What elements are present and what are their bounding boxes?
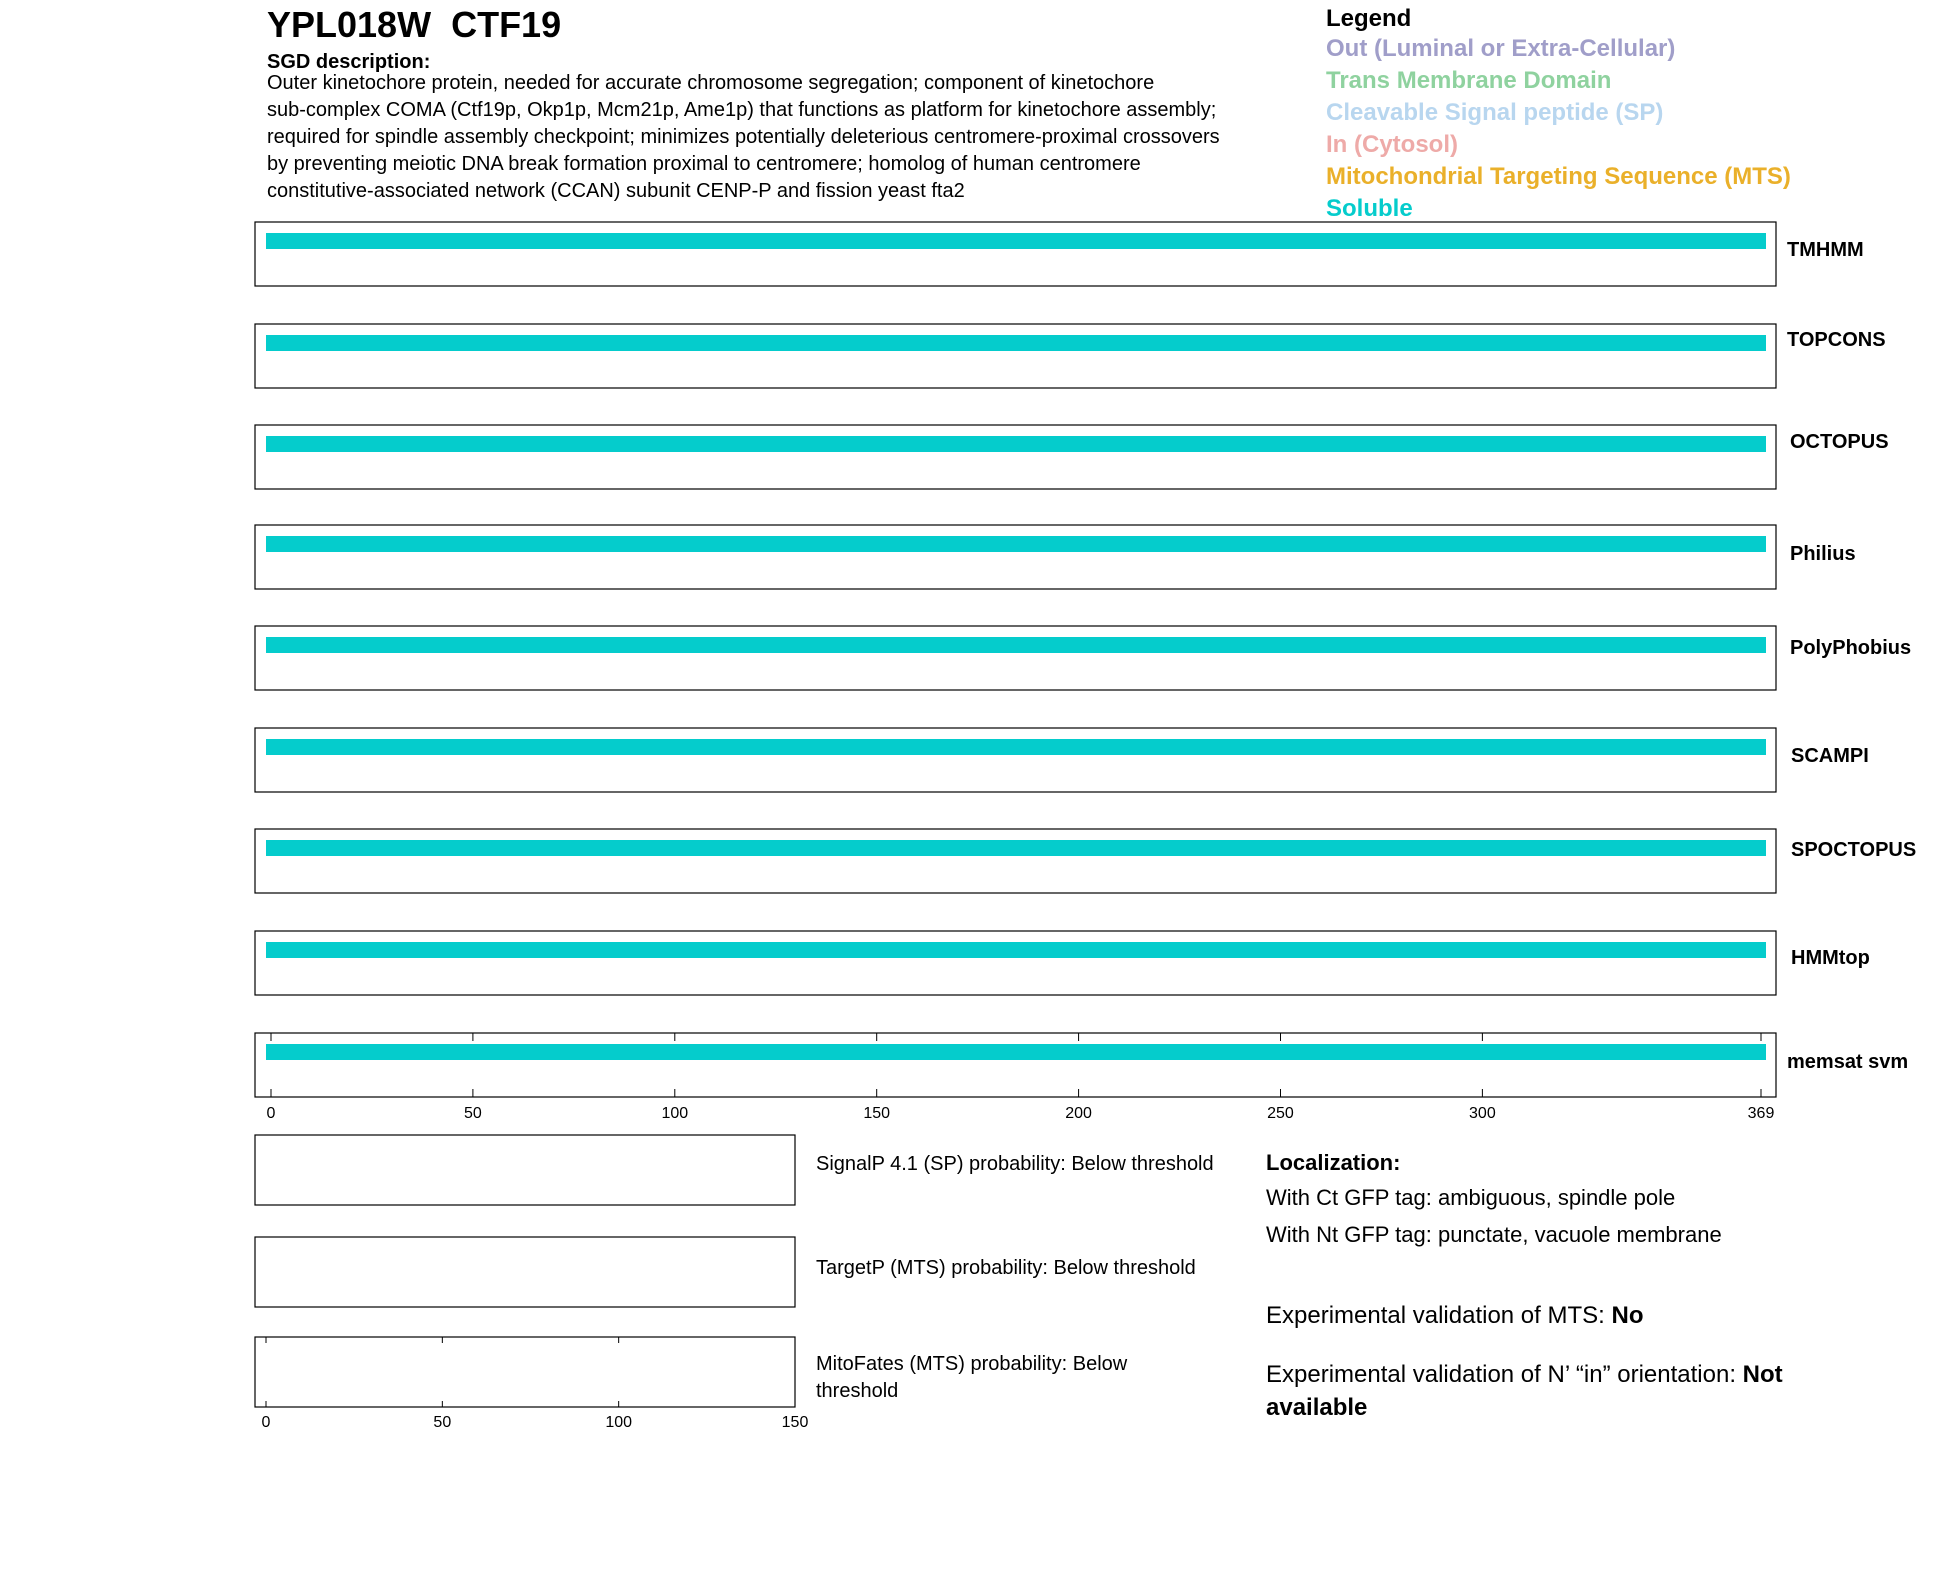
legend-item-soluble: Soluble [1326, 195, 1413, 222]
x-tick-label: 150 [863, 1105, 891, 1122]
track-frame [255, 525, 1776, 589]
legend-item-out: Out (Luminal or Extra-Cellular) [1326, 35, 1676, 62]
mts-validation-label: Experimental validation of MTS: [1266, 1302, 1612, 1329]
x-tick-label: 369 [1747, 1105, 1775, 1122]
mitofates-label [816, 1351, 1127, 1405]
x-tick-label: 50 [463, 1105, 482, 1122]
track-label: TOPCONS [1787, 329, 1886, 351]
description-line: required for spindle assembly checkpoint; minimizes potentially deleterious centromere-proximal crossovers [267, 126, 1220, 148]
x-tick-label: 200 [1065, 1105, 1092, 1122]
track-segment-bar [266, 840, 1766, 856]
orientation-validation-label: Experimental validation of N’ “in” orientation: [1266, 1361, 1743, 1388]
legend-item-mts: Mitochondrial Targeting Sequence (MTS) [1326, 163, 1791, 190]
track-frame [255, 425, 1776, 489]
prob-x-tick-label: 0 [261, 1414, 271, 1431]
track-frame [255, 931, 1776, 995]
description-line: sub-complex COMA (Ctf19p, Okp1p, Mcm21p, Ame1p) that functions as platform for kinetochore assembly; [267, 99, 1217, 121]
track-frame [255, 626, 1776, 690]
track-label: Philius [1790, 543, 1856, 565]
nt-gfp-localization: With Nt GFP tag: punctate, vacuole membrane [1266, 1222, 1722, 1247]
track-label: HMMtop [1791, 947, 1870, 969]
mitofates-label-line: threshold [816, 1380, 899, 1402]
track-segment-bar [266, 436, 1766, 452]
signalp-label: SignalP 4.1 (SP) probability: Below threshold [816, 1153, 1214, 1175]
gene-name: CTF19 [451, 4, 562, 45]
description-line: by preventing meiotic DNA break formation proximal to centromere; homolog of human centromere [267, 153, 1141, 175]
track-segment-bar [266, 1044, 1766, 1060]
localization-panel [1266, 1147, 1906, 1424]
x-tick-label: 100 [661, 1105, 689, 1122]
legend-title: Legend [1326, 5, 1412, 32]
description-line: Outer kinetochore protein, needed for accurate chromosome segregation; component of kinetochore [267, 72, 1155, 94]
legend-item-signal-peptide: Cleavable Signal peptide (SP) [1326, 99, 1664, 126]
track-segment-bar [266, 637, 1766, 653]
track-label: OCTOPUS [1790, 431, 1889, 453]
probability-panel-frame [255, 1337, 795, 1407]
probability-panel-frame [255, 1135, 795, 1205]
track-frame [255, 1033, 1776, 1097]
track-segment-bar [266, 233, 1766, 249]
x-tick-label: 0 [266, 1105, 276, 1122]
targetp-label: TargetP (MTS) probability: Below threshold [816, 1257, 1196, 1279]
track-segment-bar [266, 739, 1766, 755]
orientation-validation [1266, 1358, 1906, 1424]
track-segment-bar [266, 335, 1766, 351]
track-frame [255, 829, 1776, 893]
legend-item-in: In (Cytosol) [1326, 131, 1458, 158]
track-segment-bar [266, 942, 1766, 958]
track-frame [255, 728, 1776, 792]
mts-validation-value: No [1611, 1302, 1644, 1329]
prob-x-tick-label: 100 [605, 1414, 633, 1431]
prob-x-tick-label: 150 [781, 1414, 809, 1431]
ct-gfp-localization: With Ct GFP tag: ambiguous, spindle pole [1266, 1185, 1676, 1210]
probability-panel-frame [255, 1237, 795, 1307]
track-label: TMHMM [1787, 239, 1864, 261]
description-heading: SGD description: [267, 51, 431, 73]
description-line: constitutive-associated network (CCAN) subunit CENP-P and fission yeast fta2 [267, 180, 965, 202]
track-label: SCAMPI [1791, 745, 1869, 767]
track-label: PolyPhobius [1790, 637, 1912, 659]
prob-x-tick-label: 50 [433, 1414, 452, 1431]
track-label: memsat svm [1787, 1051, 1909, 1073]
orientation-validation-value-line2: available [1266, 1394, 1368, 1421]
mts-validation [1266, 1299, 1906, 1332]
x-tick-label: 300 [1469, 1105, 1496, 1122]
orientation-validation-value: Not [1742, 1361, 1783, 1388]
track-frame [255, 222, 1776, 286]
track-segment-bar [266, 536, 1766, 552]
legend-item-transmembrane: Trans Membrane Domain [1326, 67, 1612, 94]
x-tick-label: 250 [1267, 1105, 1294, 1122]
gene-id: YPL018W [267, 4, 432, 45]
track-label: SPOCTOPUS [1791, 839, 1917, 861]
mitofates-label-line: MitoFates (MTS) probability: Below [816, 1353, 1128, 1375]
localization-heading: Localization: [1266, 1150, 1401, 1175]
track-frame [255, 324, 1776, 388]
